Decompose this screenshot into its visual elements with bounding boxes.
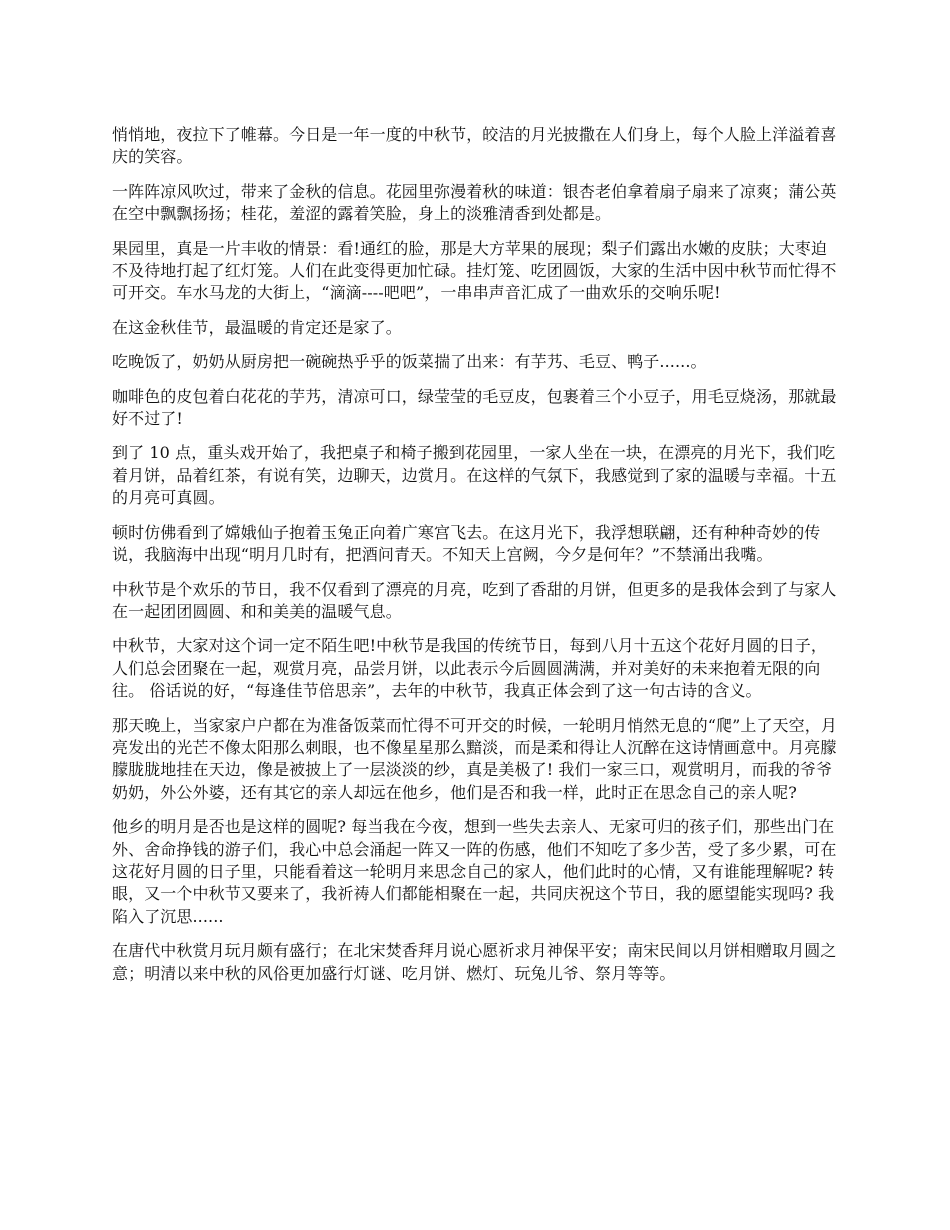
paragraph-4: 在这金秋佳节，最温暖的肯定还是家了。	[112, 317, 402, 337]
paragraph-2: 一阵阵凉风吹过，带来了金秋的信息。花园里弥漫着秋的味道：银杏老伯拿着扇子扇来了凉爽；蒲公英在空中飘飘扬扬；桂花，羞涩的露着笑脸，身上的淡雅清香到处都是。	[112, 181, 837, 224]
paragraph-10: 中秋节，大家对这个词一定不陌生吧!中秋节是我国的传统节日，每到八月十五这个花好月圆的日子，人们总会团聚在一起，观赏月亮，品尝月饼，以此表示今后圆圆满满，并对美好的未来抱着无限的向往。 俗话说的好，“每逢佳节倍思亲”，去年的中秋节，我真正体会到了这一句古诗的含义。	[112, 636, 827, 701]
paragraph-3: 果园里，真是一片丰收的情景：看!通红的脸，那是大方苹果的展现；梨子们露出水嫩的皮肤；大枣迫不及待地打起了红灯笼。人们在此变得更加忙碌。挂灯笼、吃团圆饭，大家的生活中因中秋节而忙得不可开交。车水马龙的大街上，“滴滴----吧吧”，一串串声音汇成了一曲欢乐的交响乐呢!	[112, 238, 837, 303]
paragraph-9: 中秋节是个欢乐的节日，我不仅看到了漂亮的月亮，吃到了香甜的月饼，但更多的是我体会到了与家人在一起团团圆圆、和和美美的温暖气息。	[112, 579, 837, 621]
paragraph-1: 悄悄地，夜拉下了帷幕。今日是一年一度的中秋节，皎洁的月光披撒在人们身上，每个人脸上洋溢着喜庆的笑容。	[112, 125, 837, 167]
paragraph-11: 那天晚上，当家家户户都在为准备饭菜而忙得不可开交的时候，一轮明月悄然无息的“爬”上了天空，月亮发出的光芒不像太阳那么刺眼，也不像星星那么黯淡，而是柔和得让人沉醉在这诗情画意中。月亮朦朦胧胧地挂在天边，像是被披上了一层淡淡的纱，真是美极了! 我们一家三口，观赏明月，而我的爷爷奶奶，外公外婆，还有其它的亲人却远在他乡，他们是否和我一样，此时正在思念自己的亲人呢?	[112, 715, 837, 802]
paragraph-7: 到了 10 点，重头戏开始了，我把桌子和椅子搬到花园里，一家人坐在一块，在漂亮的月光下，我们吃着月饼，品着红茶，有说有笑，边聊天，边赏月。在这样的气氛下，我感觉到了家的温暖与幸福。十五的月亮可真圆。	[112, 443, 837, 508]
document-body	[112, 124, 838, 985]
paragraph-13: 在唐代中秋赏月玩月颇有盛行；在北宋焚香拜月说心愿祈求月神保平安；南宋民间以月饼相赠取月圆之意；明清以来中秋的风俗更加盛行灯谜、吃月饼、燃灯、玩兔儿爷、祭月等等。	[112, 941, 837, 983]
paragraph-6: 咖啡色的皮包着白花花的芋艿，清凉可口，绿莹莹的毛豆皮，包裹着三个小豆子，用毛豆烧汤，那就最好不过了!	[112, 386, 837, 429]
paragraph-8: 顿时仿佛看到了嫦娥仙子抱着玉兔正向着广寒宫飞去。在这月光下，我浮想联翩，还有种种奇妙的传说，我脑海中出现“明月几时有，把酒问青天。不知天上宫阙，今夕是何年？”不禁涌出我嘴。	[112, 522, 821, 565]
paragraph-5: 吃晚饭了，奶奶从厨房把一碗碗热乎乎的饭菜揣了出来：有芋艿、毛豆、鸭子......。	[112, 352, 707, 372]
paragraph-12: 他乡的明月是否也是这样的圆呢? 每当我在今夜，想到一些失去亲人、无家可归的孩子们，那些出门在外、舍命挣钱的游子们，我心中总会涌起一阵又一阵的伤感，他们不知吃了多少苦，受了多少累，可在这花好月圆的日子里，只能看着这一轮明月来思念自己的家人，他们此时的心情，又有谁能理解呢? 转眼，又一个中秋节又要来了，我祈祷人们都能相聚在一起，共同庆祝这个节日，我的愿望能实现吗? 我陷入了沉思......	[112, 817, 837, 926]
